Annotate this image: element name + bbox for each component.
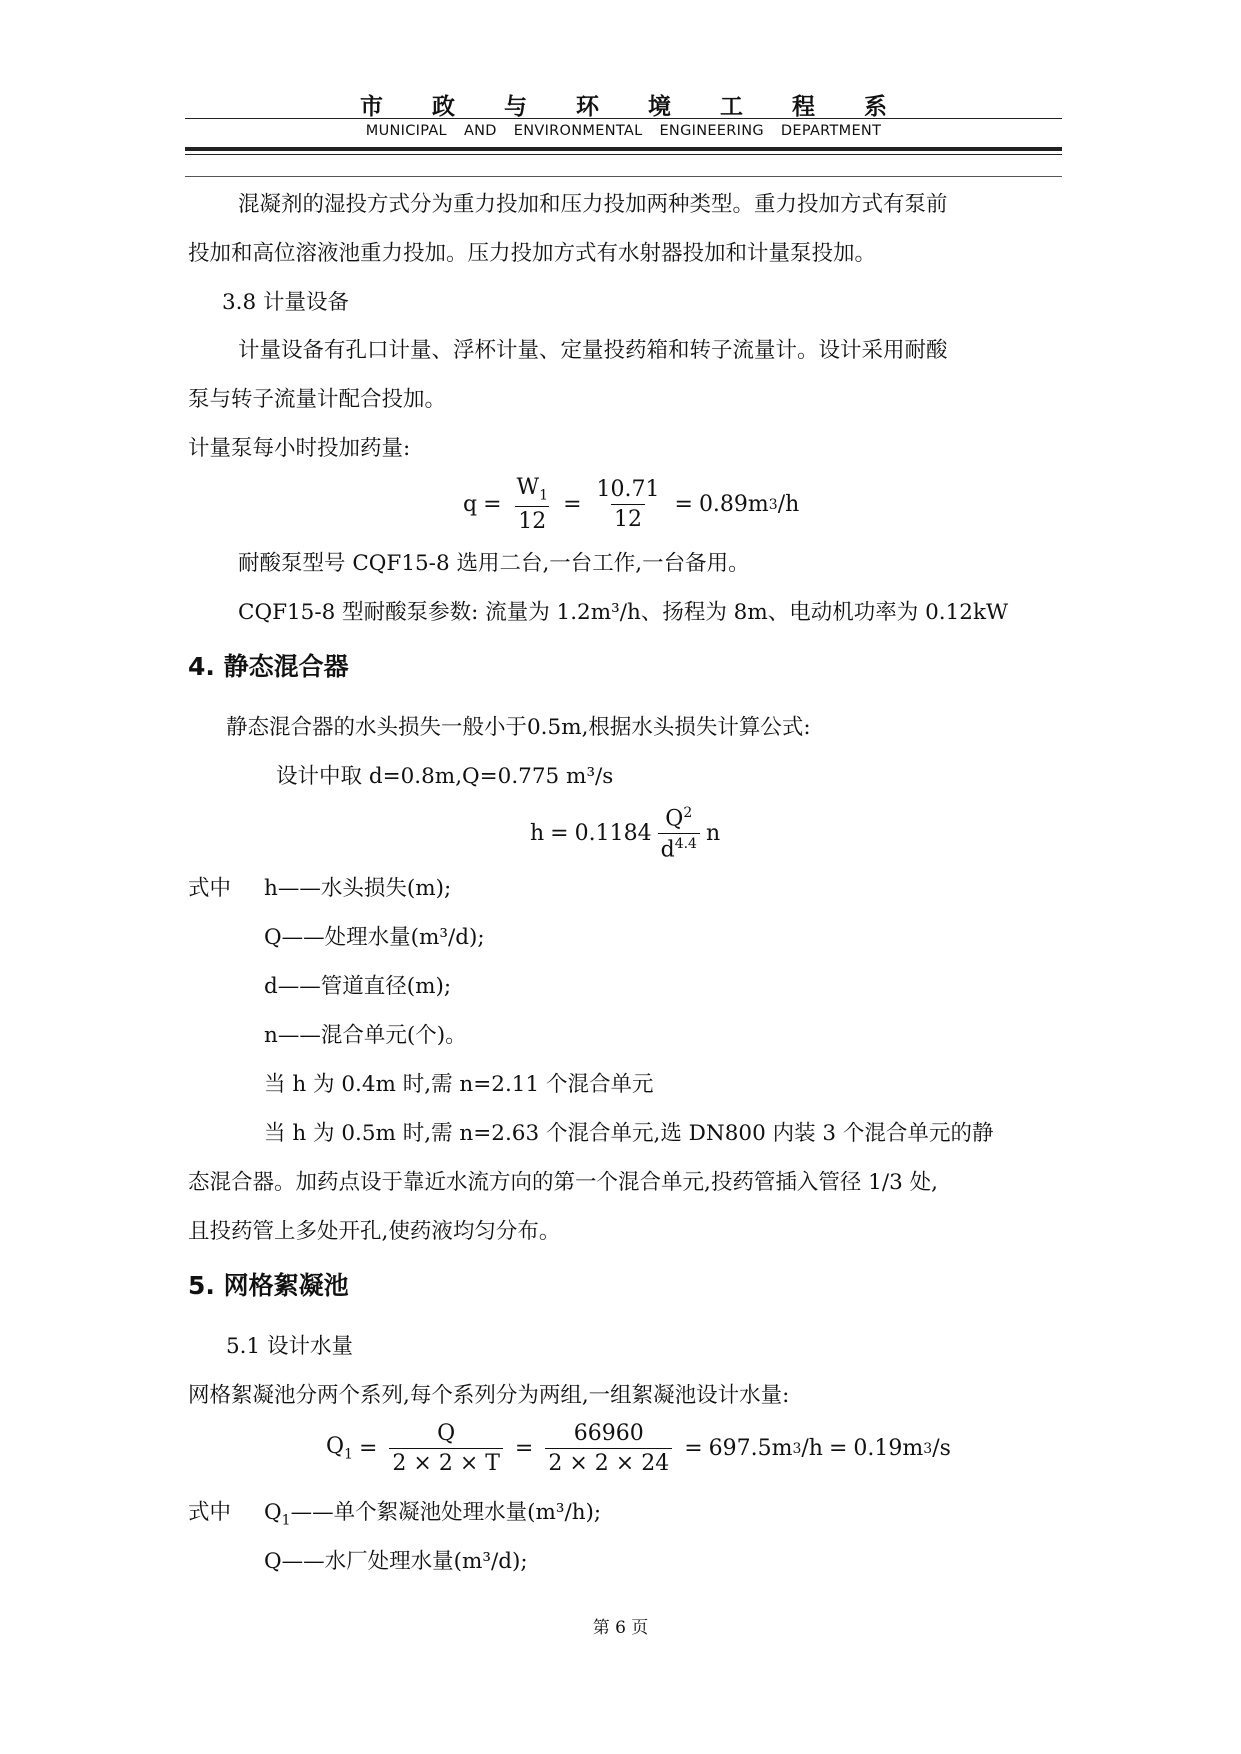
formula-unit: /s bbox=[932, 1436, 951, 1462]
section-heading: 5. 网格絮凝池 bbox=[188, 1271, 349, 1300]
dept-char: 与 bbox=[504, 94, 527, 120]
definition-line: h——水头损失(m); bbox=[264, 876, 452, 901]
formula-result: 0.89m bbox=[698, 492, 769, 518]
subscript: 1 bbox=[539, 487, 549, 504]
superscript: 3 bbox=[923, 1440, 933, 1457]
fraction bbox=[389, 1422, 503, 1475]
definition-line: Q——水厂处理水量(m³/d); bbox=[264, 1549, 528, 1574]
definition-line: Q——处理水量(m³/d); bbox=[264, 925, 485, 950]
formula-symbol: Q bbox=[264, 1500, 282, 1525]
formula-result: 0.19m bbox=[853, 1436, 924, 1462]
dept-word: ENVIRONMENTAL bbox=[513, 123, 643, 139]
subsection-heading: 5.1 设计水量 bbox=[226, 1334, 354, 1359]
formula-unit: /h bbox=[801, 1436, 823, 1462]
numerator: W bbox=[516, 475, 540, 500]
denominator: d bbox=[660, 837, 675, 863]
paragraph-line: 当 h 为 0.5m 时,需 n=2.63 个混合单元,选 DN800 内装 3 个混合单元的静 bbox=[264, 1121, 994, 1146]
denominator: 2 × 2 × T bbox=[389, 1448, 503, 1475]
formula-operator: = bbox=[483, 492, 502, 518]
where-label: 式中 bbox=[188, 1500, 232, 1525]
formula-symbol: n bbox=[705, 821, 721, 847]
header-rule-thin bbox=[185, 154, 1062, 155]
paragraph-line: 网格絮凝池分两个系列,每个系列分为两组,一组絮凝池设计水量: bbox=[188, 1383, 790, 1408]
formula-unit: /h bbox=[777, 492, 800, 518]
dept-word: AND bbox=[463, 123, 497, 139]
denominator: 2 × 2 × 24 bbox=[545, 1448, 672, 1475]
definition-line: n——混合单元(个)。 bbox=[264, 1023, 467, 1048]
denominator: 12 bbox=[611, 504, 645, 531]
subscript: 1 bbox=[344, 1446, 353, 1463]
numerator: Q bbox=[437, 1421, 456, 1446]
header-rule-bottom bbox=[185, 176, 1062, 177]
superscript: 3 bbox=[768, 496, 778, 513]
formula-operator: = bbox=[674, 492, 693, 518]
formula-operator: = bbox=[684, 1436, 703, 1462]
paragraph-line: 态混合器。加药点设于靠近水流方向的第一个混合单元,投药管插入管径 1/3 处, bbox=[188, 1170, 938, 1195]
formula-operator: = bbox=[828, 1436, 848, 1462]
paragraph-line: 混凝剂的湿投方式分为重力投加和压力投加两种类型。重力投加方式有泵前 bbox=[238, 192, 948, 217]
fraction bbox=[658, 806, 700, 862]
paragraph-line: CQF15-8 型耐酸泵参数: 流量为 1.2m³/h、扬程为 8m、电动机功率为 0.12kW bbox=[238, 600, 1009, 625]
paragraph-line: 且投药管上多处开孔,使药液均匀分布。 bbox=[188, 1219, 561, 1244]
page-number: 第 6 页 bbox=[592, 1618, 649, 1638]
formula-flocculation-flow bbox=[326, 1422, 951, 1475]
header-rule-thick bbox=[185, 147, 1062, 151]
paragraph-line: 设计中取 d=0.8m,Q=0.775 m³/s bbox=[276, 764, 614, 789]
dept-char: 政 bbox=[432, 94, 455, 120]
numerator: 66960 bbox=[573, 1421, 644, 1446]
formula-operator: = bbox=[358, 1436, 378, 1462]
formula-operator: = bbox=[550, 821, 569, 847]
formula-coefficient: 0.1184 bbox=[574, 821, 652, 847]
dept-char: 工 bbox=[720, 94, 743, 120]
paragraph-line: 泵与转子流量计配合投加。 bbox=[188, 387, 447, 412]
formula-operator: = bbox=[514, 1436, 534, 1462]
superscript: 4.4 bbox=[674, 836, 697, 853]
formula-head-loss bbox=[530, 806, 720, 862]
superscript: 2 bbox=[683, 805, 693, 821]
fraction bbox=[514, 476, 552, 533]
dept-char: 程 bbox=[792, 94, 815, 120]
dept-word: MUNICIPAL bbox=[365, 123, 447, 139]
dept-char: 市 bbox=[360, 94, 383, 120]
header-rule bbox=[185, 118, 1062, 119]
dept-char: 环 bbox=[576, 94, 599, 120]
dept-char: 系 bbox=[864, 94, 887, 120]
numerator: Q bbox=[665, 806, 684, 832]
numerator: 10.71 bbox=[596, 476, 660, 502]
paragraph-line: 耐酸泵型号 CQF15-8 选用二台,一台工作,一台备用。 bbox=[238, 551, 750, 576]
where-label: 式中 bbox=[188, 876, 232, 901]
paragraph-line: 计量泵每小时投加药量: bbox=[188, 436, 411, 461]
fraction bbox=[594, 478, 663, 531]
subsection-heading: 3.8 计量设备 bbox=[222, 290, 350, 315]
superscript: 3 bbox=[792, 1440, 802, 1457]
formula-result: 697.5m bbox=[708, 1436, 793, 1462]
section-heading: 4. 静态混合器 bbox=[188, 652, 349, 681]
formula-symbol: Q bbox=[326, 1434, 345, 1460]
paragraph-line: 投加和高位溶液池重力投加。压力投加方式有水射器投加和计量泵投加。 bbox=[188, 241, 877, 266]
formula-symbol: q bbox=[463, 492, 478, 518]
department-title-en bbox=[185, 123, 1062, 139]
subscript: 1 bbox=[281, 1512, 291, 1529]
denominator: 12 bbox=[515, 506, 549, 533]
definition-text: ——单个絮凝池处理水量(m³/h); bbox=[290, 1500, 602, 1525]
paragraph-line: 静态混合器的水头损失一般小于0.5m,根据水头损失计算公式: bbox=[226, 715, 811, 740]
dept-word: DEPARTMENT bbox=[780, 123, 882, 139]
dept-char: 境 bbox=[648, 94, 671, 120]
dept-word: ENGINEERING bbox=[659, 123, 764, 139]
definition-line: d——管道直径(m); bbox=[264, 974, 452, 999]
formula-symbol: h bbox=[530, 821, 545, 847]
formula-dosing-rate bbox=[463, 476, 799, 533]
paragraph-line: 计量设备有孔口计量、浮杯计量、定量投药箱和转子流量计。设计采用耐酸 bbox=[238, 338, 948, 363]
department-title-cn bbox=[185, 88, 1062, 121]
formula-operator: = bbox=[563, 492, 582, 518]
paragraph-line: 当 h 为 0.4m 时,需 n=2.11 个混合单元 bbox=[264, 1072, 654, 1097]
fraction bbox=[545, 1422, 672, 1475]
definition-line bbox=[264, 1502, 601, 1527]
